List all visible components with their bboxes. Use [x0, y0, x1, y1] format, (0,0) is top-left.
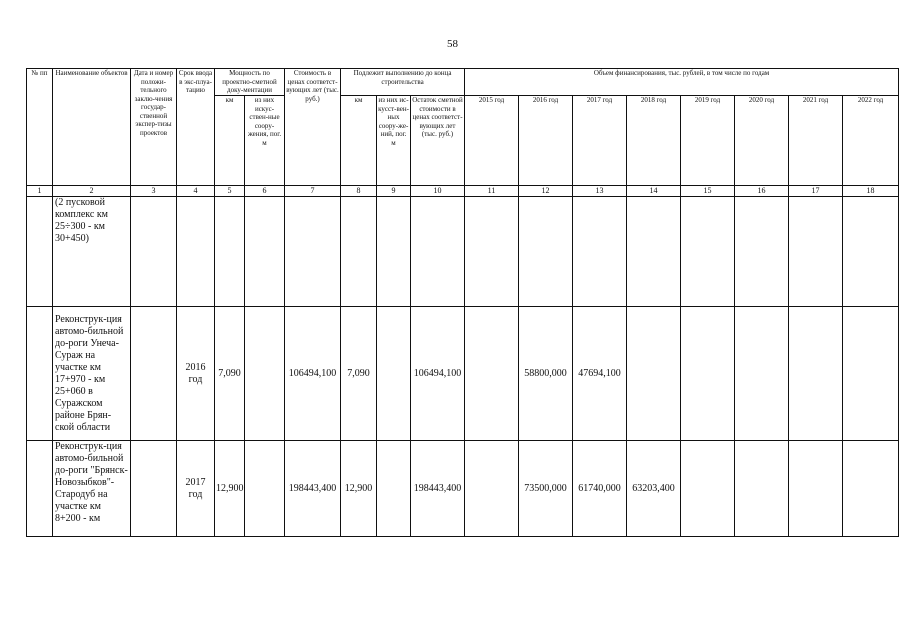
header-artificial: из них искус-ствен-ные соору-жения, пог. м: [245, 96, 285, 186]
remaining-artificial: [377, 197, 411, 307]
capacity-km: 7,090: [215, 307, 245, 441]
year-2015-value: [465, 307, 519, 441]
header-rem-artificial: из них ис-кусст-вен-ных соору-же-ний, пог. м: [377, 96, 411, 186]
table-row: [27, 441, 899, 537]
header-km: км: [215, 96, 245, 186]
header-year-2018: 2018 год: [627, 96, 681, 186]
col-number: 18: [843, 186, 899, 197]
header-year-2020: 2020 год: [735, 96, 789, 186]
remaining-km: 7,090: [341, 307, 377, 441]
cost: [285, 197, 341, 307]
financing-table: [26, 68, 899, 537]
year-2017-value: 61740,000: [573, 441, 627, 537]
year-2018-value: [627, 307, 681, 441]
col-number: 11: [465, 186, 519, 197]
remaining-artificial: [377, 441, 411, 537]
col-number: 6: [245, 186, 285, 197]
term: [177, 197, 215, 307]
col-number: 17: [789, 186, 843, 197]
remaining-km: 12,900: [341, 441, 377, 537]
remainder-cost: [411, 197, 465, 307]
col-number: 9: [377, 186, 411, 197]
col-number: 12: [519, 186, 573, 197]
col-number: 10: [411, 186, 465, 197]
col-number: 5: [215, 186, 245, 197]
header-term: Срок ввода в экс-плуа-тацию: [177, 69, 215, 186]
year-2015-value: [465, 441, 519, 537]
header-remainder: Остаток сметной стоимости в ценах соответст-вующих лет (тыс. руб.): [411, 96, 465, 186]
object-name: Реконструк-ция автомо-бильной до-роги Унеча-Сураж на участке км 17+970 - км 25+060 в Суражском районе Брян-ской области: [53, 307, 131, 441]
header-year-2019: 2019 год: [681, 96, 735, 186]
object-name: Реконструк-ция автомо-бильной до-роги "Брянск-Новозыбков"-Стародуб на участке км 8+200 - км: [53, 441, 131, 537]
remaining-km: [341, 197, 377, 307]
header-num: № пп: [27, 69, 53, 186]
header-year-2021: 2021 год: [789, 96, 843, 186]
capacity-artificial: [245, 307, 285, 441]
header-object-name: Наименование объектов: [53, 69, 131, 186]
col-number: 4: [177, 186, 215, 197]
capacity-artificial: [245, 197, 285, 307]
capacity-artificial: [245, 441, 285, 537]
capacity-km: [215, 197, 245, 307]
year-2015-value: [465, 197, 519, 307]
col-number: 3: [131, 186, 177, 197]
capacity-km: 12,900: [215, 441, 245, 537]
year-2017-value: [573, 197, 627, 307]
year-2017-value: 47694,100: [573, 307, 627, 441]
cost: 198443,400: [285, 441, 341, 537]
term: 2016 год: [177, 307, 215, 441]
col-number: 14: [627, 186, 681, 197]
header-year-2016: 2016 год: [519, 96, 573, 186]
column-numbers-row: [27, 186, 899, 197]
year-2016-value: 58800,000: [519, 307, 573, 441]
col-number: 8: [341, 186, 377, 197]
remainder-cost: 106494,100: [411, 307, 465, 441]
object-name: (2 пусковой комплекс км 25÷300 - км 30+450): [53, 197, 131, 307]
header-cost: Стоимость в ценах соответст-вующих лет (тыс. руб.): [285, 69, 341, 186]
header-year-2022: 2022 год: [843, 96, 899, 186]
remaining-artificial: [377, 307, 411, 441]
table-row: [27, 197, 899, 307]
year-2016-value: [519, 197, 573, 307]
header-financing-group: Объем финансирования, тыс. рублей, в том числе по годам: [465, 69, 899, 96]
year-2018-value: 63203,400: [627, 441, 681, 537]
table-row: [27, 307, 899, 441]
term: 2017 год: [177, 441, 215, 537]
year-2016-value: 73500,000: [519, 441, 573, 537]
cost: 106494,100: [285, 307, 341, 441]
header-year-2015: 2015 год: [465, 96, 519, 186]
header-remaining-group: Подлежит выполнению до конца строительства: [341, 69, 465, 96]
header-year-2017: 2017 год: [573, 96, 627, 186]
header-capacity-group: Мощность по проектно-сметной доку-ментации: [215, 69, 285, 96]
header-expertise: Дата и номер положи-тельного заклю-чения государ-ственной экспер-тизы проектов: [131, 69, 177, 186]
col-number: 13: [573, 186, 627, 197]
remainder-cost: 198443,400: [411, 441, 465, 537]
col-number: 1: [27, 186, 53, 197]
page-number: 58: [447, 38, 458, 50]
col-number: 7: [285, 186, 341, 197]
year-2018-value: [627, 197, 681, 307]
col-number: 16: [735, 186, 789, 197]
header-rem-km: км: [341, 96, 377, 186]
col-number: 15: [681, 186, 735, 197]
col-number: 2: [53, 186, 131, 197]
